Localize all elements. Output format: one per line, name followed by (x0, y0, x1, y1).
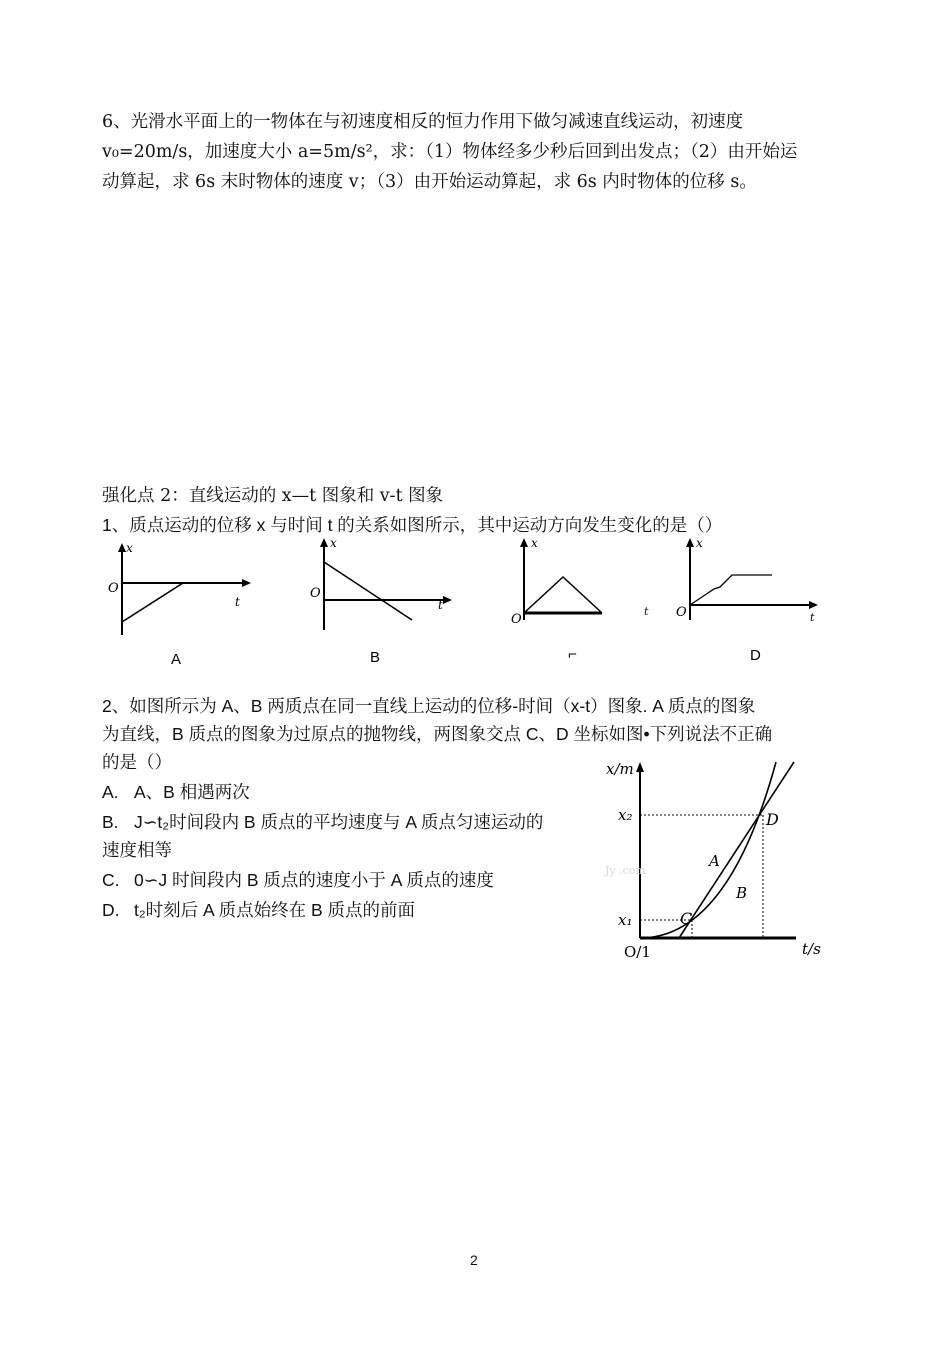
option-a-text: A、B 相遇两次 (134, 782, 250, 802)
graph-a-x-label: t (235, 595, 240, 609)
option-c-letter: C. (102, 870, 120, 890)
q1-graph-d (672, 535, 832, 665)
option-b-text: J∽t₂时间段内 B 质点的平均速度与 A 质点匀速运动的 (134, 812, 544, 832)
option-d-text: t₂时刻后 A 质点始终在 B 质点的前面 (134, 900, 415, 920)
q2-figure (600, 758, 840, 958)
q2-option-d (102, 896, 415, 924)
q2-y-axis-label: x/m (606, 760, 634, 778)
q2-x2-label: x₂ (618, 806, 633, 824)
page-number: 2 (470, 1252, 478, 1268)
option-c-text: 0∽J 时间段内 B 质点的速度小于 A 质点的速度 (134, 870, 494, 890)
graph-a-origin: O (108, 581, 119, 596)
q2-line-2: 为直线，B 质点的图象为过原点的抛物线，两图象交点 C、D 坐标如图•下列说法不正确 (102, 724, 773, 744)
graph-a-y-label: x (126, 541, 133, 555)
graph-d-origin: O (676, 605, 687, 620)
graph-a-caption: A (171, 651, 182, 668)
q1-stem: 1、质点运动的位移 x 与时间 t 的关系如图所示，其中运动方向发生变化的是（） (102, 515, 723, 535)
q6-line-3: 动算起，求 6s 末时物体的速度 v；（3）由开始运动算起，求 6s 内时物体的位移 s。 (102, 172, 757, 192)
q1-graph-a (105, 540, 255, 670)
graph-b-y-label: x (330, 536, 337, 550)
section-title: 强化点 2：直线运动的 x—t 图象和 v-t 图象 (102, 486, 444, 506)
graph-c-origin: O (511, 612, 522, 627)
graph-c-y-label: x (531, 536, 538, 550)
graph-b-x-label: t (438, 598, 443, 612)
graph-d-y-label: x (696, 536, 703, 550)
q6-line-1: 6、光滑水平面上的一物体在与初速度相反的恒力作用下做匀减速直线运动，初速度 (102, 112, 744, 132)
option-d-letter: D. (102, 900, 120, 920)
graph-d-caption: D (750, 647, 761, 664)
graph-b-caption: B (370, 649, 381, 665)
q2-line-3: 的是（） (102, 752, 172, 772)
graph-d-x-label: t (810, 611, 815, 624)
graph-b-origin: O (310, 586, 321, 601)
q2-option-b (102, 808, 543, 836)
q2-origin-label: O/1 (624, 943, 651, 958)
q2-line-1: 2、如图所示为 A、B 两质点在同一直线上运动的位移-时间（x-t）图象. A 质点的图象 (102, 696, 756, 716)
q6-line-2: v₀=20m/s，加速度大小 a=5m/s²，求：（1）物体经多少秒后回到出发点；（2）由开始运 (102, 142, 798, 162)
q2-curve-a-label: A (709, 852, 720, 870)
q2-watermark: Jy .com (605, 864, 646, 877)
q2-option-c (102, 866, 494, 894)
q2-option-a (102, 778, 250, 806)
option-b-text-cont: 速度相等 (102, 840, 172, 860)
option-b-letter: B. (102, 812, 119, 832)
q2-x1-label: x₁ (618, 911, 633, 929)
graph-c-x-label: t (644, 605, 649, 618)
q2-curve-b-label: B (736, 884, 748, 902)
q1-graph-b (308, 535, 463, 665)
q2-x-axis-label: t/s (802, 940, 821, 958)
graph-c-caption: ⌐ (568, 646, 577, 663)
q1-graph-c (508, 535, 618, 665)
q2-point-d: D (766, 810, 779, 829)
q2-point-c: C (680, 909, 693, 928)
q2-option-b-cont (102, 836, 172, 864)
option-a-letter: A. (102, 782, 119, 802)
